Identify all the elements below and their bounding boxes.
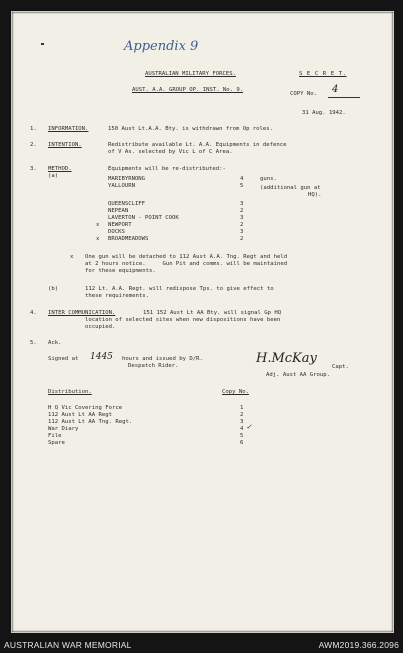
note-line-1: One gun will be detached to 112 Aust A.A. Tng. Regt and held (85, 254, 288, 260)
distribution-recipient: File (48, 433, 62, 439)
section-1-heading: INFORMATION. (48, 126, 89, 132)
site-count: 3 (240, 215, 244, 221)
signature-scrawl: H.McKay (256, 351, 317, 366)
site-marker: x (96, 222, 100, 228)
distribution-copy: 2 (240, 412, 244, 418)
section-3-sub-a: (a) (48, 173, 59, 179)
note-line-3: for these equipments. (85, 268, 156, 274)
copy-underline (328, 97, 360, 98)
section-3-number: 3. (30, 166, 37, 172)
document-page (11, 11, 394, 633)
copy-number: 4 (332, 84, 339, 95)
site-count: 4 (240, 176, 244, 182)
classification: S E C R E T. (299, 71, 347, 77)
section-3-sub-b: (b) (48, 286, 59, 292)
distribution-recipient: Spare (48, 440, 65, 446)
distribution-recipient: 112 Aust Lt AA Regt (48, 412, 112, 418)
additional-gun-note: (additional gun at (260, 185, 321, 191)
note-marker: x (70, 254, 74, 260)
section-1-number: 1. (30, 126, 37, 132)
site-name: DOCKS (108, 229, 125, 235)
site-marker: x (96, 236, 100, 242)
section-3-intro: Equipments will be re-distributed:- (108, 166, 226, 172)
site-count: 3 (240, 229, 244, 235)
signed-at-label: Signed at (48, 356, 79, 362)
copy-no-heading: Copy No. (222, 389, 249, 395)
document-date: 31 Aug. 1942. (302, 110, 346, 116)
section-2-line-2: of V As. selected by Vic L of C Area. (108, 149, 233, 155)
section-2-line-1: Redistribute available Lt. A.A. Equipments in defence (108, 142, 287, 148)
section-5-number: 5. (30, 340, 37, 346)
site-count: 2 (240, 236, 244, 242)
footer-credit: AUSTRALIAN WAR MEMORIAL (4, 640, 132, 650)
section-4-heading: INTER COMMUNICATION. (48, 310, 116, 316)
site-name: NEPEAN (108, 208, 129, 214)
signed-time: 1445 (90, 352, 113, 362)
copy-label: COPY No. (290, 91, 317, 97)
site-name: BROADMEADOWS (108, 236, 149, 242)
additional-gun-note-hq: HQ). (308, 192, 322, 198)
signatory-appointment: Adj. Aust AA Group. (266, 372, 330, 378)
b-line-1: 112 Lt. A.A. Regt. will redispose Tps. to give effect to (85, 286, 274, 292)
section-2-number: 2. (30, 142, 37, 148)
distribution-recipient: 112 Aust Lt AA Tng. Regt. (48, 419, 133, 425)
site-count: 5 (240, 183, 244, 189)
site-name: LAVERTON - POINT COOK (108, 215, 179, 221)
section-3-heading: METHOD. (48, 166, 72, 172)
distribution-copy: 3 (240, 419, 244, 425)
punch-mark (41, 43, 44, 45)
site-count: 3 (240, 201, 244, 207)
section-5-heading: Ack. (48, 340, 62, 346)
despatch-rider: Despatch Rider. (128, 363, 179, 369)
site-name: MARIBYRNONG (108, 176, 146, 182)
handwritten-annotation: Appendix 9 (124, 39, 199, 54)
distribution-copy: 6 (240, 440, 244, 446)
guns-unit: guns. (260, 176, 277, 182)
note-line-2: at 2 hours notice. Gun Pit and comms. will be maintained (85, 261, 288, 267)
section-4-line-3: occupied. (85, 324, 116, 330)
distribution-heading: Distribution. (48, 389, 92, 395)
site-count: 2 (240, 208, 244, 214)
section-4-number: 4. (30, 310, 37, 316)
check-mark-icon: ✓ (246, 423, 252, 431)
footer-accession-number: AWM2019.366.2096 (318, 640, 399, 650)
distribution-copy: 5 (240, 433, 244, 439)
site-name: QUEENSCLIFF (108, 201, 146, 207)
site-name: YALLOURN (108, 183, 135, 189)
section-4-line-1: 151 152 Aust Lt AA Bty. will signal Gp HQ (143, 310, 282, 316)
site-count: 2 (240, 222, 244, 228)
document-title: AUSTRALIAN MILITARY FORCES. (145, 71, 236, 77)
distribution-recipient: War Diary (48, 426, 79, 432)
distribution-copy: 1 (240, 405, 244, 411)
section-4-line-2: location of selected sites when new dispositions have been (85, 317, 281, 323)
section-2-heading: INTENTION. (48, 142, 82, 148)
distribution-copy: 4 (240, 426, 244, 432)
instruction-title: AUST. A.A. GROUP OP. INST. No. 9. (132, 87, 244, 93)
distribution-recipient: H Q Vic Covering Force (48, 405, 123, 411)
section-1-text: 150 Aust Lt.A.A. Bty. is withdrawn from Op roles. (108, 126, 274, 132)
b-line-2: these requirements. (85, 293, 149, 299)
signed-suffix: hours and issued by D/R. (122, 356, 203, 362)
site-name: NEWPORT (108, 222, 132, 228)
signatory-rank: Capt. (332, 364, 349, 370)
